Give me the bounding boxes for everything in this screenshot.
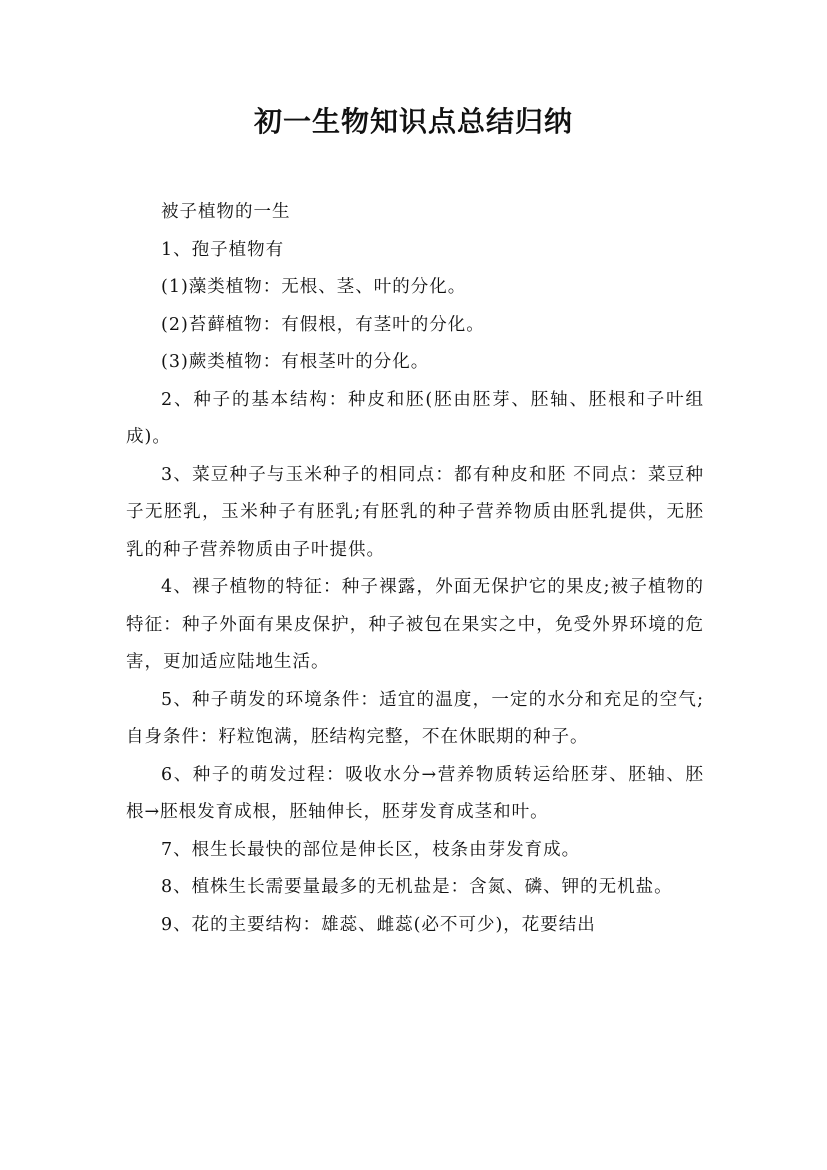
document-title: 初一生物知识点总结归纳 (253, 105, 573, 138)
paragraph-item-6: 6、种子的萌发过程：吸收水分→营养物质转运给胚芽、胚轴、胚根→胚根发育成根，胚轴伸长，胚芽发育成茎和叶。 (126, 764, 704, 822)
document-body (126, 194, 704, 944)
paragraph-item-5: 5、种子萌发的环境条件：适宜的温度，一定的水分和充足的空气;自身条件：籽粒饱满，胚结构完整，不在休眠期的种子。 (126, 689, 704, 747)
paragraph-item-3: 3、菜豆种子与玉米种子的相同点：都有种皮和胚 不同点：菜豆种子无胚乳，玉米种子有胚乳;有胚乳的种子营养物质由胚乳提供，无胚乳的种子营养物质由子叶提供。 (126, 464, 704, 560)
paragraph-item-9: 9、花的主要结构：雄蕊、雌蕊(必不可少)，花要结出 (161, 914, 596, 935)
paragraph-item-4: 4、裸子植物的特征：种子裸露，外面无保护它的果皮;被子植物的特征：种子外面有果皮保护，种子被包在果实之中，免受外界环境的危害，更加适应陆地生活。 (126, 577, 704, 672)
paragraph-subitem-fern: (3)蕨类植物：有根茎叶的分化。 (161, 352, 430, 372)
paragraph-subitem-algae: (1)藻类植物：无根、茎、叶的分化。 (161, 277, 467, 297)
paragraph-item-7: 7、根生长最快的部位是伸长区，枝条由芽发育成。 (161, 839, 581, 860)
paragraph-item-2: 2、种子的基本结构：种皮和胚(胚由胚芽、胚轴、胚根和子叶组成)。 (126, 389, 704, 447)
paragraph-item-8: 8、植株生长需要量最多的无机盐是：含氮、磷、钾的无机盐。 (161, 877, 673, 897)
paragraph-item-1: 1、孢子植物有 (161, 239, 285, 260)
paragraph-section-heading: 被子植物的一生 (161, 202, 291, 222)
paragraph-subitem-moss: (2)苔藓植物：有假根，有茎叶的分化。 (161, 314, 485, 335)
